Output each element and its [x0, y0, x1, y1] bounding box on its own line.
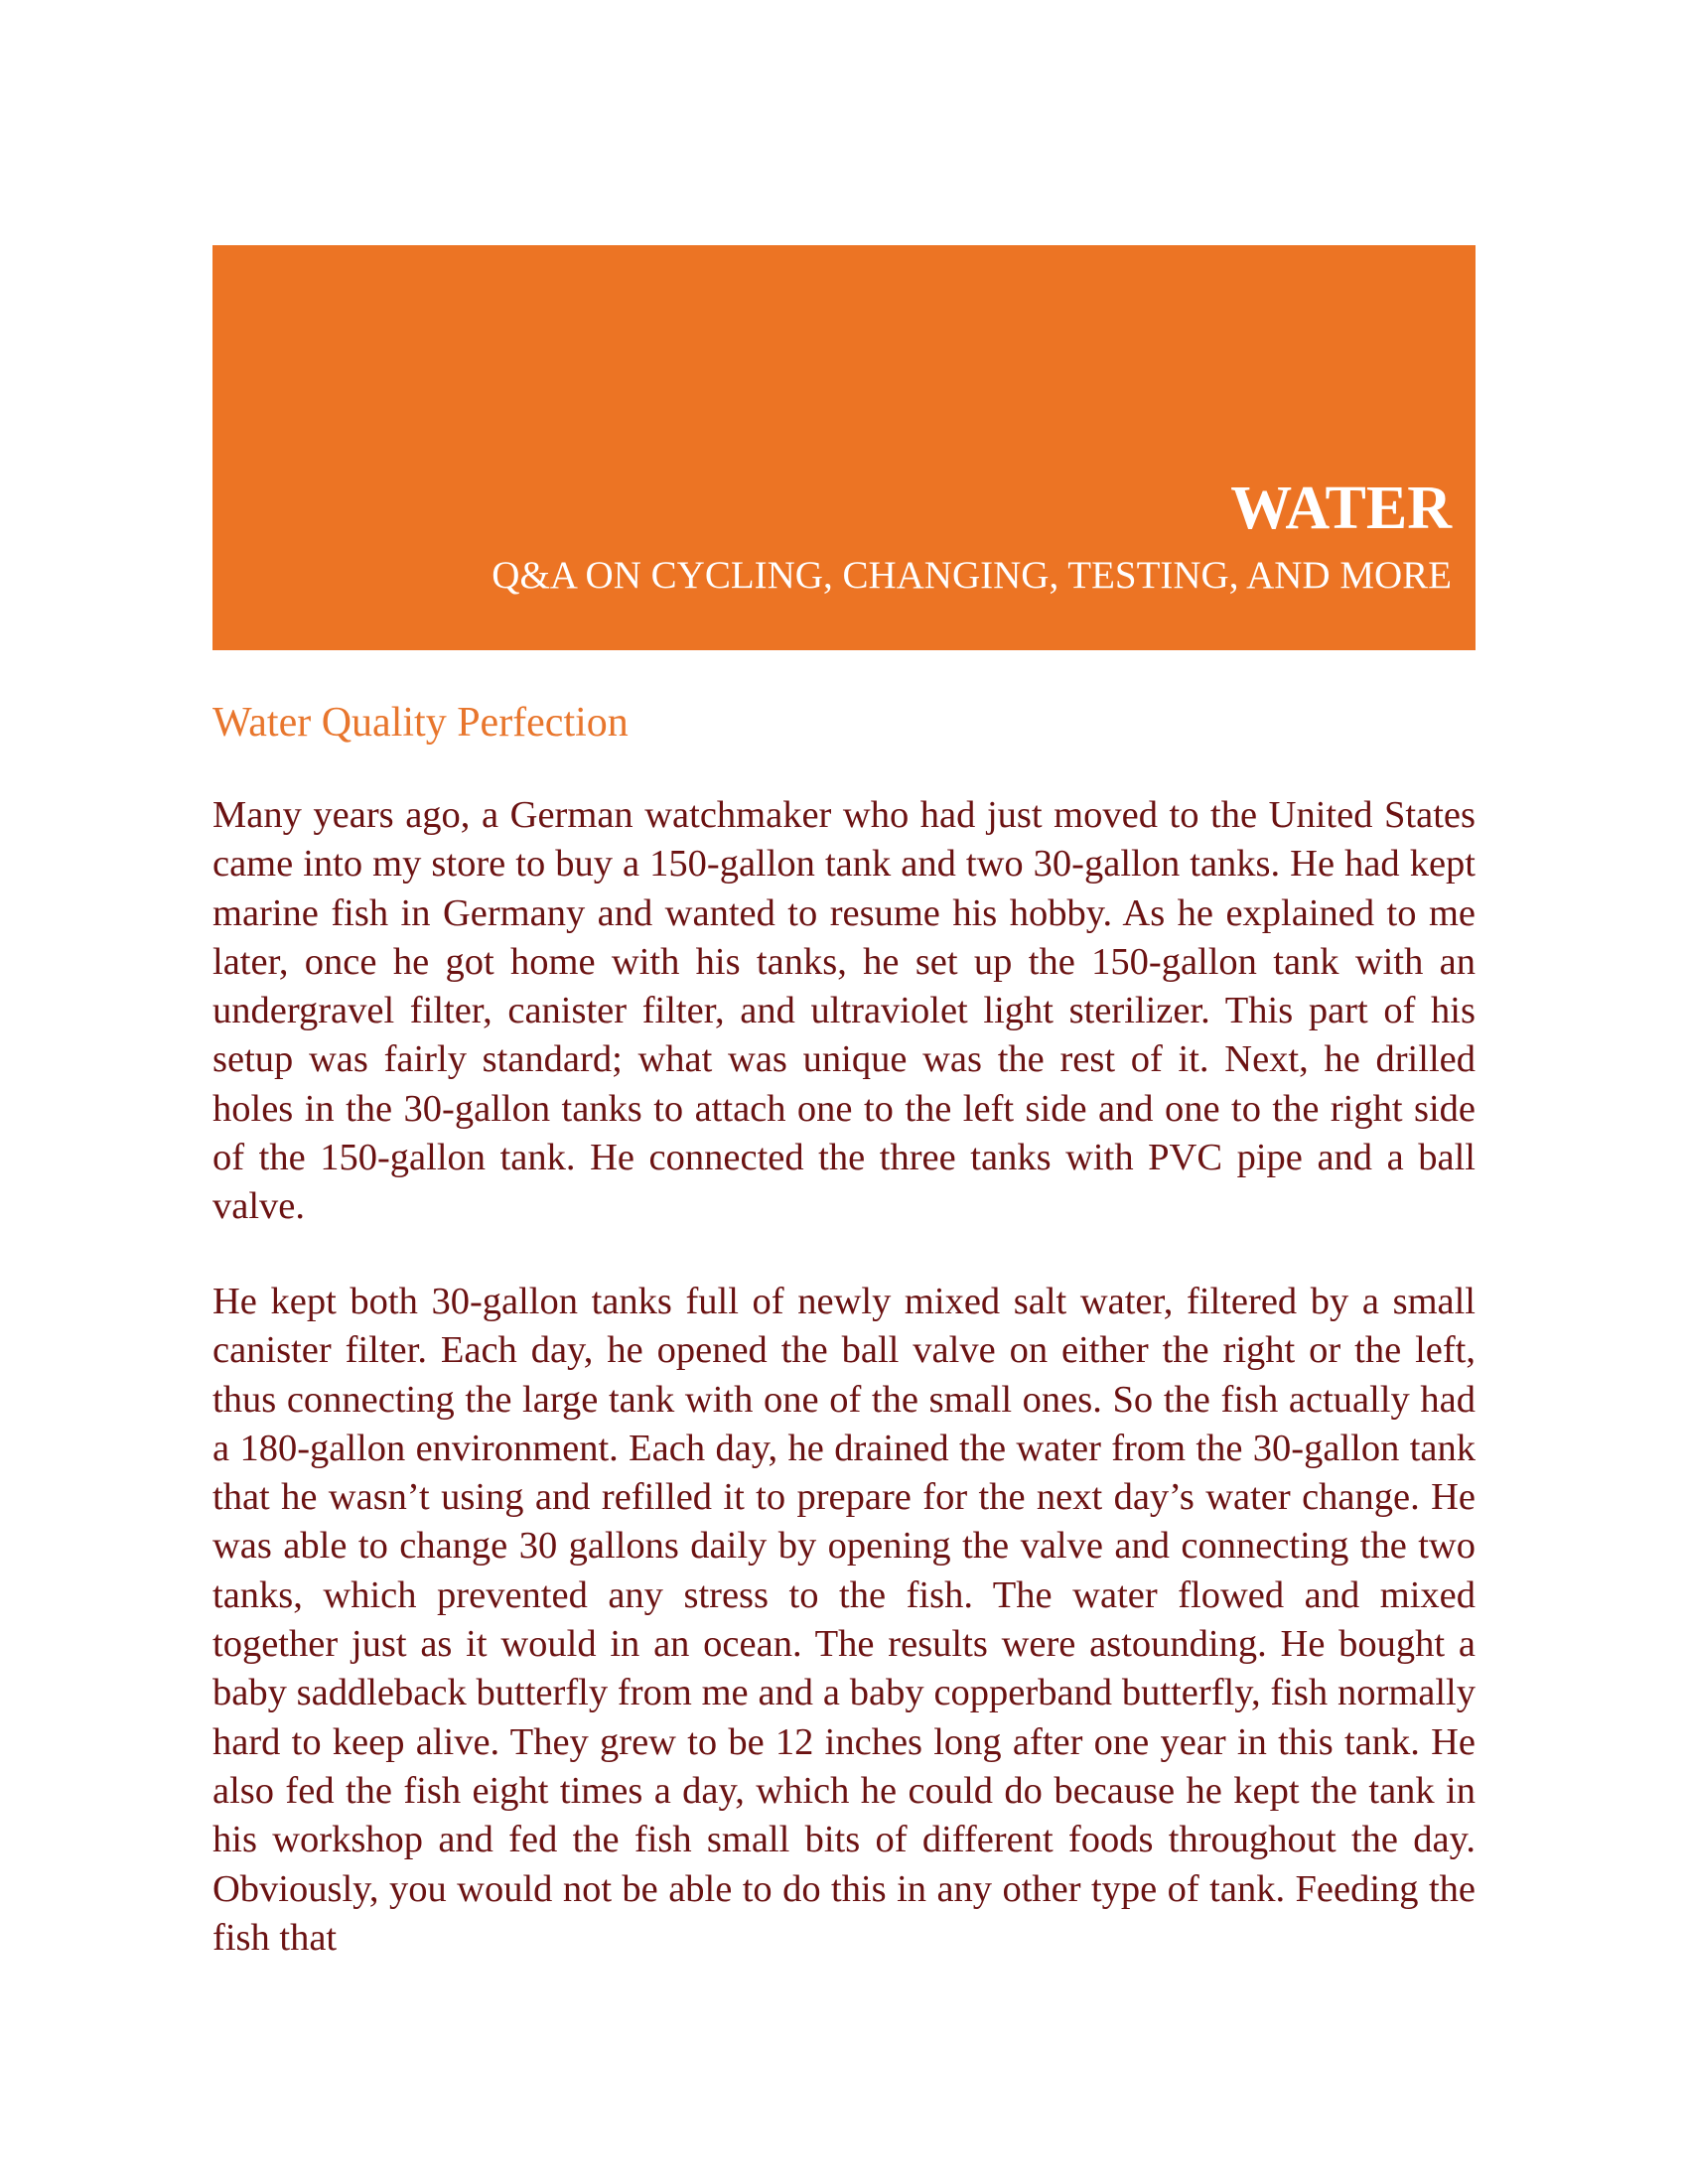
chapter-subtitle: Q&A ON CYCLING, CHANGING, TESTING, AND MORE [492, 554, 1452, 597]
body-paragraph: Many years ago, a German watchmaker who had just moved to the United States came into my store to buy a 150-gallon tank and two 30-gallon tanks. He had kept marine fish in Germany and wanted to resume his hobby. As he explained to me later, once he got home with his tanks, he set up the 150-gallon tank with an undergravel filter, canister filter, and ultraviolet light sterilizer. This part of his setup was fairly standard; what was unique was the rest of it. Next, he drilled holes in the 30-gallon tanks to attach one to the left side and one to the right side of the 150-gallon tank. He connected the three tanks with PVC pipe and a ball valve. [212, 794, 1476, 1228]
chapter-title: WATER [1230, 475, 1452, 542]
section-heading: Water Quality Perfection [212, 700, 629, 746]
chapter-banner [212, 245, 1476, 650]
body-paragraph: He kept both 30-gallon tanks full of newly mixed salt water, filtered by a small canister filter. Each day, he opened the ball valve on either the right or the left, thus connecting the large tank with one of the small ones. So the fish actually had a 180-gallon environment. Each day, he drained the water from the 30-gallon tank that he wasn’t using and refilled it to prepare for the next day’s water change. He was able to change 30 gallons daily by opening the valve and connecting the two tanks, which prevented any stress to the fish. The water flowed and mixed together just as it would in an ocean. The results were astounding. He bought a baby saddleback butterfly from me and a baby copperband butterfly, fish normally hard to keep alive. They grew to be 12 inches long after one year in this tank. He also fed the fish eight times a day, which he could do because he kept the tank in his workshop and fed the fish small bits of different foods throughout the day. Obviously, you would not be able to do this in any other type of tank. Feeding the fish that [212, 1281, 1476, 1959]
